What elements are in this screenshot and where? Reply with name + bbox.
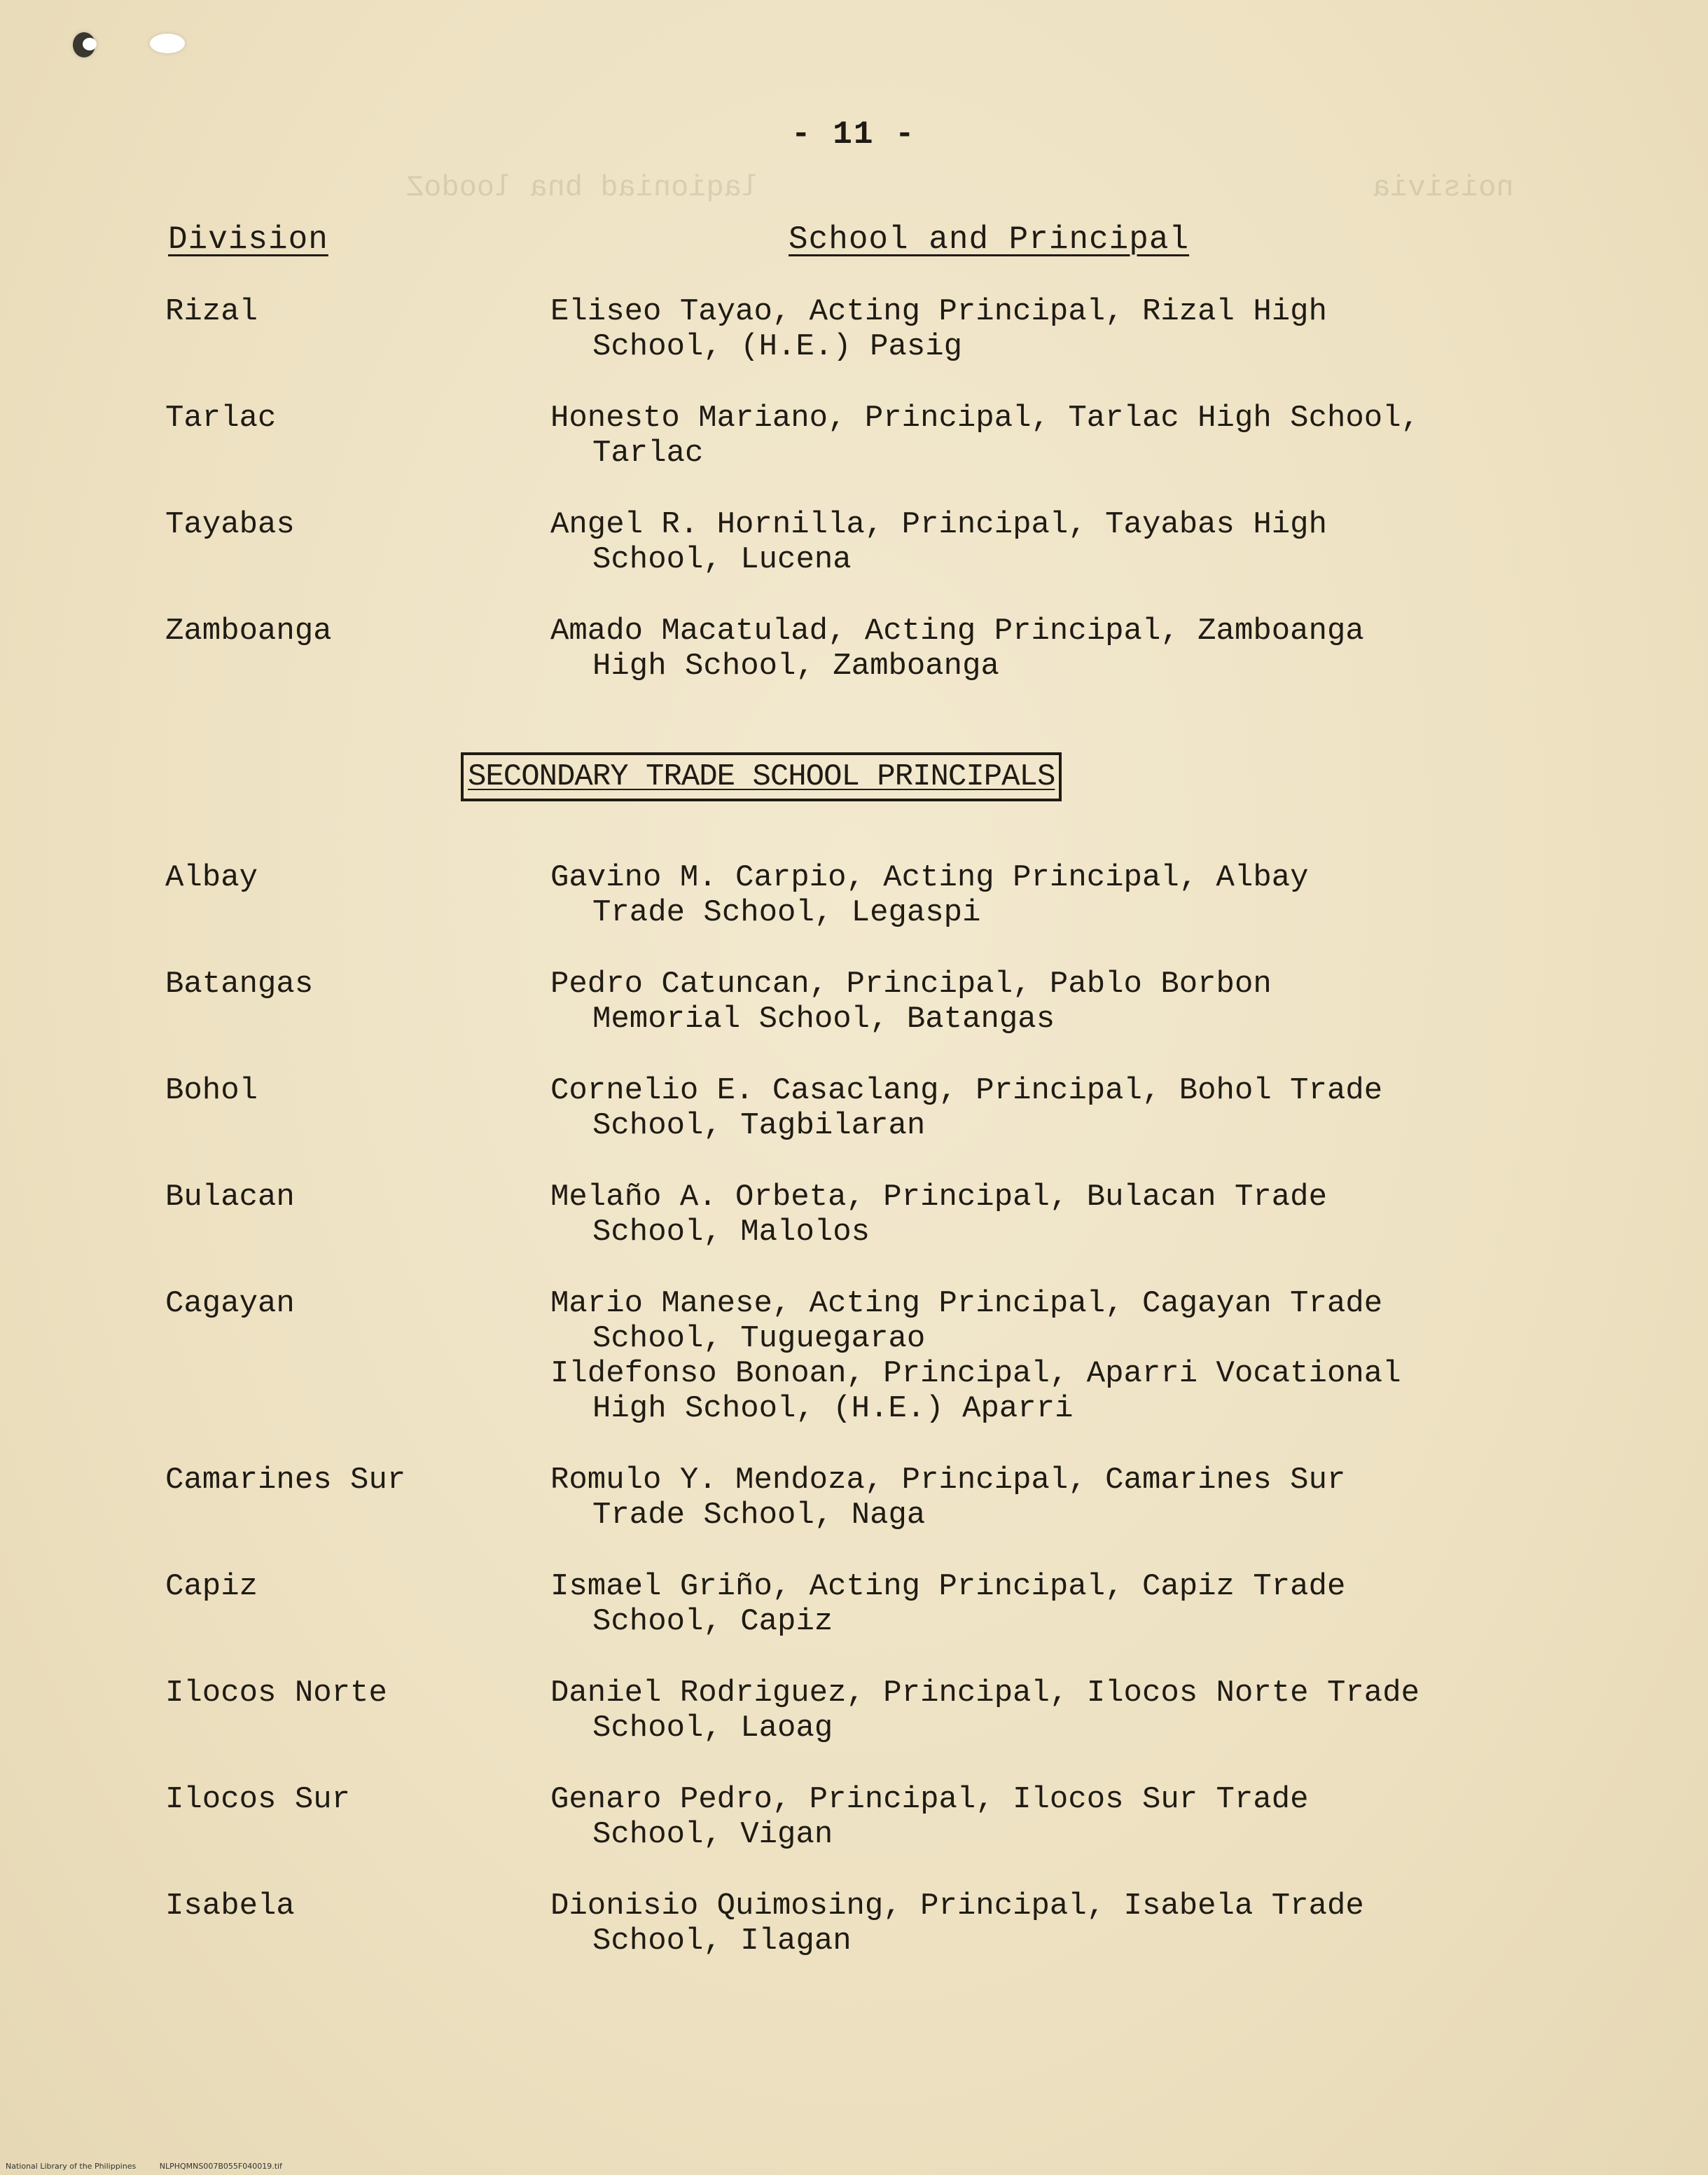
entry-line: High School, Zamboanga	[592, 649, 999, 684]
entry-line: Honesto Mariano, Principal, Tarlac High School,	[550, 401, 1420, 436]
entry-line: School, Ilagan	[592, 1924, 852, 1959]
entry-line: School, Tuguegarao	[592, 1321, 926, 1356]
section-title: SECONDARY TRADE SCHOOL PRINCIPALS	[461, 752, 1062, 801]
entry-line: Ismael Griño, Acting Principal, Capiz Trade	[550, 1569, 1346, 1604]
entry-line: Ildefonso Bonoan, Principal, Aparri Vocational	[550, 1356, 1401, 1391]
school-principal-entry	[550, 1782, 1587, 1852]
division-label: Bohol	[165, 1073, 258, 1108]
school-principal-entry	[550, 1569, 1587, 1639]
entry-line: Amado Macatulad, Acting Principal, Zamboanga	[550, 614, 1364, 649]
entry-line: School, (H.E.) Pasig	[592, 329, 963, 364]
entry-line: High School, (H.E.) Aparri	[592, 1391, 1074, 1426]
division-label: Batangas	[165, 967, 314, 1002]
entry-line: Gavino M. Carpio, Acting Principal, Albay	[550, 860, 1309, 895]
division-label: Rizal	[165, 294, 258, 329]
division-label: Bulacan	[165, 1180, 295, 1215]
school-principal-entry	[550, 860, 1587, 930]
entry-line: Melaño A. Orbeta, Principal, Bulacan Trade	[550, 1180, 1327, 1215]
school-principal-entry	[550, 1073, 1587, 1143]
school-principal-entry	[550, 1463, 1587, 1533]
punch-hole	[83, 38, 97, 50]
school-principal-entry	[550, 1676, 1587, 1746]
entry-line: School, Vigan	[592, 1817, 833, 1852]
entry-line: School, Laoag	[592, 1711, 833, 1746]
entry-line: School, Malolos	[592, 1215, 870, 1250]
scan-footer	[6, 2162, 282, 2171]
division-label: Camarines Sur	[165, 1463, 406, 1498]
school-principal-column-header: School and Principal	[789, 221, 1190, 258]
entry-line: Angel R. Hornilla, Principal, Tayabas High	[550, 507, 1327, 542]
division-label: Ilocos Norte	[165, 1676, 387, 1711]
entry-line: Genaro Pedro, Principal, Ilocos Sur Trade	[550, 1782, 1309, 1817]
division-label: Tayabas	[165, 507, 295, 542]
division-label: Capiz	[165, 1569, 258, 1604]
division-column-header: Division	[168, 221, 328, 258]
entry-line: School, Lucena	[592, 542, 852, 577]
school-principal-entry	[550, 1286, 1587, 1356]
division-label: Isabela	[165, 1889, 295, 1924]
bleed-through-text: noisivia	[1373, 171, 1514, 205]
division-label: Cagayan	[165, 1286, 295, 1321]
school-principal-entry	[550, 1180, 1587, 1250]
entry-line: Daniel Rodriguez, Principal, Ilocos Norte Trade	[550, 1676, 1420, 1711]
school-principal-entry	[550, 614, 1587, 684]
bleed-through-text: laqioniad bna loodoZ	[406, 171, 760, 205]
school-principal-entry	[550, 294, 1587, 364]
school-principal-entry	[550, 401, 1587, 471]
entry-line: School, Capiz	[592, 1604, 833, 1639]
page-number: - 11 -	[791, 116, 916, 153]
footer-file: NLPHQMNS007B055F040019.tif	[159, 2162, 282, 2171]
school-principal-entry	[550, 1356, 1587, 1426]
entry-line: Romulo Y. Mendoza, Principal, Camarines Sur	[550, 1463, 1346, 1498]
school-principal-entry	[550, 967, 1587, 1037]
entry-line: Pedro Catuncan, Principal, Pablo Borbon	[550, 967, 1272, 1002]
division-label: Ilocos Sur	[165, 1782, 351, 1817]
school-principal-entry	[550, 1889, 1587, 1959]
entry-line: Eliseo Tayao, Acting Principal, Rizal High	[550, 294, 1327, 329]
entry-line: Cornelio E. Casaclang, Principal, Bohol Trade	[550, 1073, 1383, 1108]
school-principal-entry	[550, 507, 1587, 577]
punch-hole	[150, 34, 185, 53]
division-label: Zamboanga	[165, 614, 332, 649]
entry-line: School, Tagbilaran	[592, 1108, 926, 1143]
entry-line: Mario Manese, Acting Principal, Cagayan Trade	[550, 1286, 1383, 1321]
entry-line: Tarlac	[592, 436, 704, 471]
entry-line: Dionisio Quimosing, Principal, Isabela Trade	[550, 1889, 1364, 1924]
footer-library: National Library of the Philippines	[6, 2162, 137, 2171]
entry-line: Trade School, Naga	[592, 1498, 926, 1533]
entry-line: Memorial School, Batangas	[592, 1002, 1055, 1037]
division-label: Tarlac	[165, 401, 277, 436]
division-label: Albay	[165, 860, 258, 895]
entry-line: Trade School, Legaspi	[592, 895, 981, 930]
